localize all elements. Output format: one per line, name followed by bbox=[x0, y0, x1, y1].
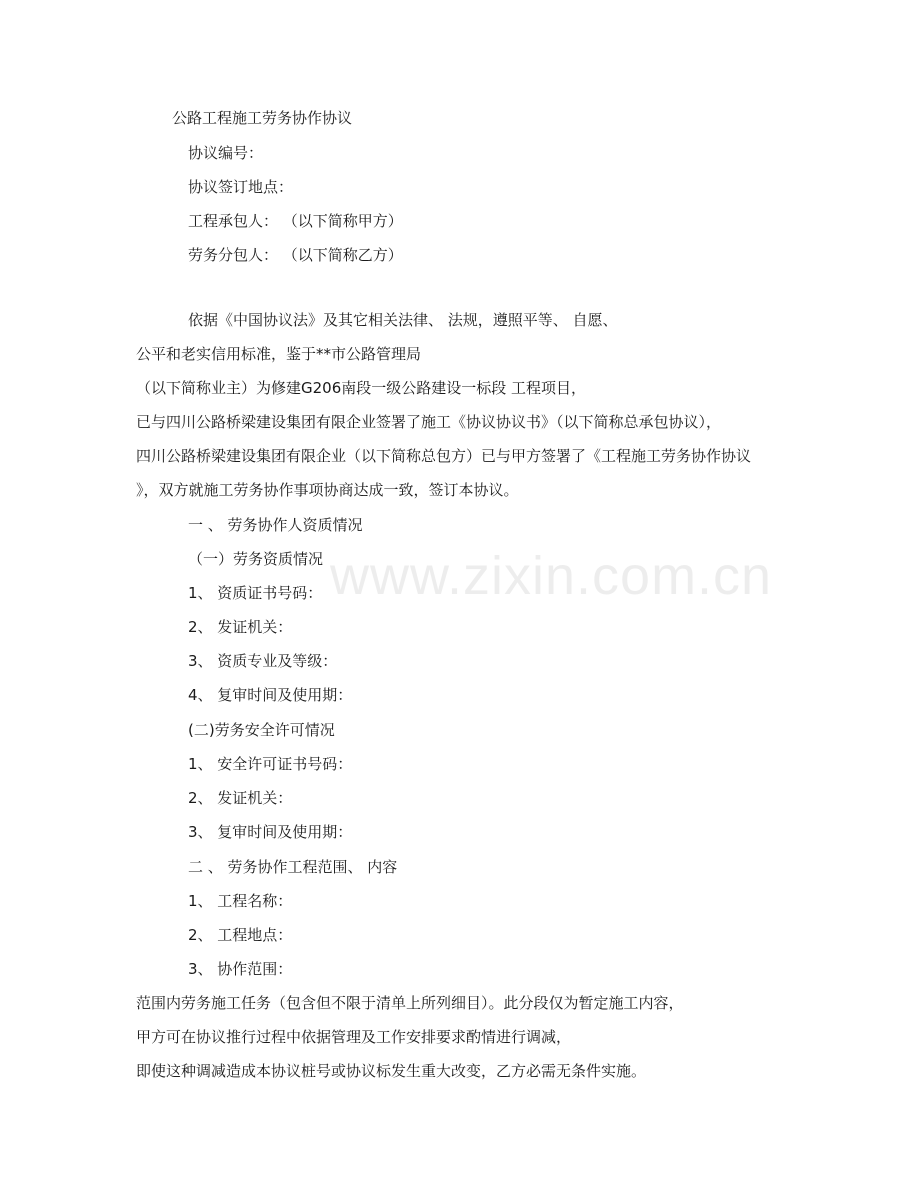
preamble-line: 》，双方就施工劳务协作事项协商达成一致，签订本协议。 bbox=[136, 481, 519, 499]
sign-place-field: 协议签订地点： bbox=[188, 178, 294, 196]
list-item: 2、 发证机关： bbox=[188, 618, 293, 636]
list-item: 3、 复审时间及使用期： bbox=[188, 823, 353, 841]
subcontractor-field: 劳务分包人： （以下简称乙方） bbox=[188, 246, 403, 264]
list-item: 1、 安全许可证书号码： bbox=[188, 755, 353, 773]
preamble-line: 公平和老实信用标准，鉴于**市公路管理局 bbox=[136, 345, 422, 363]
preamble-line: 已与四川公路桥梁建设集团有限企业签署了施工《协议协议书》（以下简称总承包协议）， bbox=[136, 413, 722, 431]
section2-body-line: 范围内劳务施工任务（包含但不限于清单上所列细目）。此分段仅为暂定施工内容， bbox=[136, 994, 684, 1012]
section1-sub2-heading: (二)劳务安全许可情况 bbox=[188, 721, 335, 739]
section1-sub1-heading: （一）劳务资质情况 bbox=[188, 550, 324, 568]
agreement-number-field: 协议编号： bbox=[188, 144, 264, 162]
preamble-line: 依据《中国协议法》及其它相关法律、 法规，遵照平等、 自愿、 bbox=[188, 311, 618, 329]
document-title: 公路工程施工劳务协作协议 bbox=[172, 109, 353, 127]
list-item: 4、 复审时间及使用期： bbox=[188, 686, 353, 704]
section2-body-line: 即使这种调减造成本协议桩号或协议标发生重大改变，乙方必需无条件实施。 bbox=[136, 1062, 647, 1080]
list-item: 1、 工程名称： bbox=[188, 892, 293, 910]
watermark: www.zixin.com.cn bbox=[330, 546, 773, 606]
list-item: 3、 协作范围： bbox=[188, 960, 293, 978]
preamble-line: 四川公路桥梁建设集团有限企业（以下简称总包方）已与甲方签署了《工程施工劳务协作协议 bbox=[136, 447, 752, 465]
contractor-field: 工程承包人： （以下简称甲方） bbox=[188, 212, 403, 230]
section2-body-line: 甲方可在协议推行过程中依据管理及工作安排要求酌情进行调减， bbox=[136, 1028, 572, 1046]
preamble-line: （以下简称业主）为修建G206南段一级公路建设一标段 工程项目， bbox=[136, 379, 587, 397]
list-item: 1、 资质证书号码： bbox=[188, 584, 323, 602]
list-item: 2、 工程地点： bbox=[188, 926, 293, 944]
section1-heading: 一 、 劳务协作人资质情况 bbox=[188, 516, 363, 534]
list-item: 3、 资质专业及等级： bbox=[188, 652, 338, 670]
list-item: 2、 发证机关： bbox=[188, 789, 293, 807]
section2-heading: 二 、 劳务协作工程范围、 内容 bbox=[188, 858, 398, 876]
